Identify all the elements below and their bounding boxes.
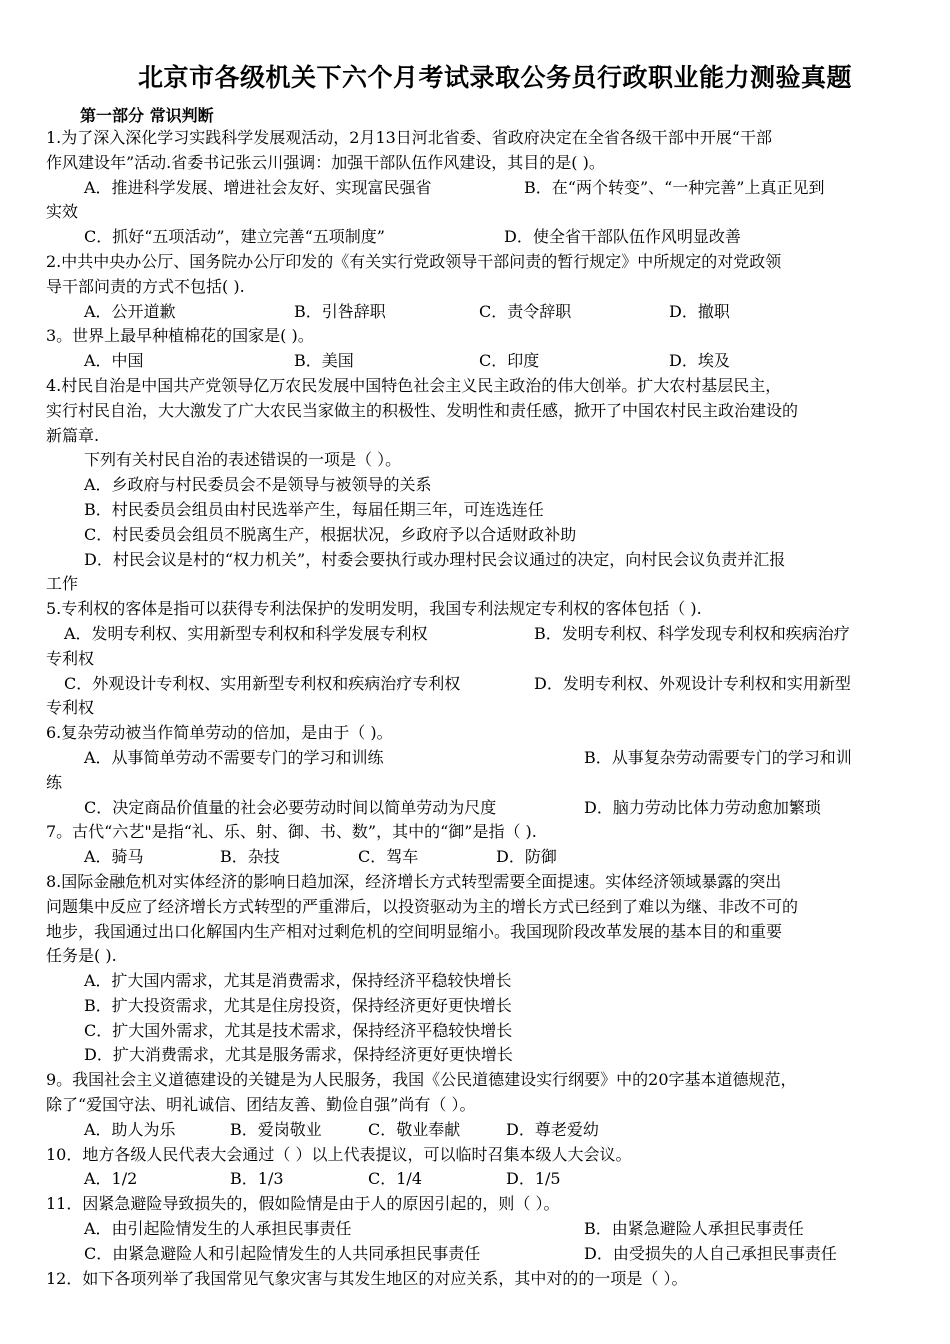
q8-stem-line-2: 问题集中反应了经济增长方式转型的严重滞后，以投资驱动为主的增长方式已经到了难以为继、非改不可的 <box>46 896 799 916</box>
section-heading: 第一部分 常识判断 <box>80 106 214 125</box>
q7-stem-line-1: 7。古代“六艺"是指“礼、乐、射、御、书、数”，其中的“御”是指（ ). <box>46 822 537 842</box>
q4-stem-line-1: 4.村民自治是中国共产党领导亿万农民发展中国特色社会主义民主政治的伟大创举。扩大农村基层民主， <box>46 375 782 395</box>
q5-option-d: D．发明专利权、外观设计专利权和实用新型 <box>534 673 851 693</box>
q4-stem-line-3: 新篇章. <box>46 425 100 445</box>
document-title: 北京市各级机关下六个月考试录取公务员行政职业能力测验真题 <box>137 63 852 92</box>
q2-stem-line-1: 2.中共中央办公厅、国务院办公厅印发的《有关实行党政领导干部问责的暂行规定》中所规定的对党政领 <box>46 251 782 271</box>
q4-option-a: A．乡政府与村民委员会不是领导与被领导的关系 <box>84 475 432 495</box>
q9-stem-line-2: 除了“爱国守法、明礼诚信、团结友善、勤俭自强”尚有（ ）。 <box>46 1095 476 1115</box>
q10-option-c: C．1/4 <box>368 1169 422 1189</box>
q5-option-b: B．发明专利权、科学发现专利权和疾病治疗 <box>534 623 850 643</box>
q9-option-d: D．尊老爱幼 <box>506 1119 599 1139</box>
q8-stem-line-1: 8.国际金融危机对实体经济的影响日趋加深，经济增长方式转型需要全面提速。实体经济领域暴露的突出 <box>46 871 782 891</box>
q1-options-row-2 <box>46 225 908 250</box>
q6-options-row-1 <box>46 746 908 771</box>
q8-stem-line-3: 地步，我国通过出口化解国内生产相对过剩危机的空间明显缩小。我国现阶段改革发展的基本目的和重要 <box>46 921 783 941</box>
q7-option-b: B．杂技 <box>220 847 280 867</box>
q9-option-a: A．助人为乐 <box>84 1119 176 1139</box>
q5-option-b-cont: 专利权 <box>46 648 95 668</box>
q9-option-c: C．敬业奉献 <box>368 1119 461 1139</box>
q10-option-d: D．1/5 <box>506 1169 561 1189</box>
q11-option-c: C．由紧急避险人和引起险情发生的人共同承担民事责任 <box>84 1243 481 1263</box>
q2-option-b: B．引咎辞职 <box>294 301 386 321</box>
q9-stem-line-1: 9。我国社会主义道德建设的关键是为人民服务，我国《公民道德建设实行纲要》中的20字基本道德规范， <box>46 1070 797 1090</box>
q10-options-row <box>46 1167 908 1192</box>
q11-options-row-2 <box>46 1242 908 1267</box>
q1-option-b-cont: 实效 <box>46 202 79 222</box>
q4-stem-line-2: 实行村民自治，大大激发了广大农民当家做主的积极性、发明性和责任感，掀开了中国农村民主政治建设的 <box>46 400 799 420</box>
q6-option-c: C．决定商品价值量的社会必要劳动时间以简单劳动为尺度 <box>84 797 497 817</box>
q5-option-d-cont: 专利权 <box>46 698 95 718</box>
q2-option-d: D．撤职 <box>669 301 730 321</box>
q6-options-row-2 <box>46 796 908 821</box>
q11-options-row-1 <box>46 1217 908 1242</box>
q3-options-row <box>46 349 908 374</box>
q11-option-b: B．由紧急避险人承担民事责任 <box>584 1219 804 1239</box>
q10-stem-line-1: 10．地方各级人民代表大会通过（ ）以上代表提议，可以临时召集本级人大会议。 <box>46 1144 632 1164</box>
q1-option-a: A．推进科学发展、增进社会友好、实现富民强省 <box>84 177 432 197</box>
q2-option-a: A．公开道歉 <box>84 301 176 321</box>
q5-options-row-2 <box>46 672 908 697</box>
q8-stem-line-4: 任务是( ). <box>46 946 117 966</box>
q4-option-b: B．村民委员会组员由村民选举产生，每届任期三年，可连选连任 <box>84 499 544 519</box>
q1-stem-line-1: 1.为了深入深化学习实践科学发展观活动，2月13日河北省委、省政府决定在全省各级干部中开展“干部 <box>46 128 772 147</box>
q6-option-b-cont: 练 <box>46 772 63 792</box>
q10-option-b: B．1/3 <box>230 1169 284 1189</box>
q3-option-a: A．中国 <box>84 351 144 371</box>
q1-options-row-1 <box>46 176 908 201</box>
q8-option-a: A．扩大国内需求，尤其是消费需求，保持经济平稳较快增长 <box>84 971 512 991</box>
q7-option-a: A．骑马 <box>84 847 144 867</box>
q3-stem-line-1: 3。世界上最早种植棉花的国家是( )。 <box>46 326 314 346</box>
q5-stem-line-1: 5.专利权的客体是指可以获得专利法保护的发明发明，我国专利法规定专利权的客体包括（ ). <box>46 599 702 619</box>
q8-option-c: C．扩大国外需求，尤其是技术需求，保持经济平稳较快增长 <box>84 1020 513 1040</box>
q2-stem-line-2: 导干部问责的方式不包括( ). <box>46 276 245 296</box>
q3-option-b: B．美国 <box>294 351 354 371</box>
q7-option-d: D．防御 <box>496 847 557 867</box>
q11-option-a: A．由引起险情发生的人承担民事责任 <box>84 1219 352 1239</box>
q11-stem-line-1: 11．因紧急避险导致损失的，假如险情是由于人的原因引起的，则（ ）。 <box>46 1194 560 1214</box>
q2-options-row <box>46 300 908 325</box>
q1-option-c: C．抓好“五项活动”，建立完善“五项制度” <box>84 227 385 247</box>
q6-option-d: D．脑力劳动比体力劳动愈加繁琐 <box>584 797 821 817</box>
q4-option-d: D．村民会议是村的“权力机关”，村委会要执行或办理村民会议通过的决定，向村民会议负责并汇报 <box>84 549 786 569</box>
q4-stem-line-4: 下列有关村民自治的表述错误的一项是（ ）。 <box>84 450 402 470</box>
q2-option-c: C．责令辞职 <box>479 301 572 321</box>
q1-option-b: B．在“两个转变”、“一种完善”上真正见到 <box>524 177 825 197</box>
q5-option-a: A．发明专利权、实用新型专利权和科学发展专利权 <box>64 623 428 643</box>
q5-options-row-1 <box>46 622 908 647</box>
q6-option-a: A．从事简单劳动不需要专门的学习和训练 <box>84 747 384 767</box>
q4-option-d-cont: 工作 <box>46 574 79 594</box>
q12-stem-line-1: 12．如下各项列举了我国常见气象灾害与其发生地区的对应关系，其中对的的一项是（ ）。 <box>46 1268 688 1288</box>
q11-option-d: D．由受损失的人自己承担民事责任 <box>584 1243 837 1263</box>
q1-option-d: D．使全省干部队伍作风明显改善 <box>504 227 741 247</box>
q6-option-b: B．从事复杂劳动需要专门的学习和训 <box>584 747 852 767</box>
q9-options-row <box>46 1118 908 1143</box>
q3-option-c: C．印度 <box>479 351 540 371</box>
q1-stem-line-2: 作风建设年”活动.省委书记张云川强调：加强干部队伍作风建设，其目的是( )。 <box>46 152 605 172</box>
q8-option-b: B．扩大投资需求，尤其是住房投资，保持经济更好更快增长 <box>84 995 512 1015</box>
q7-option-c: C．驾车 <box>358 847 419 867</box>
q9-option-b: B．爱岗敬业 <box>230 1119 322 1139</box>
q6-stem-line-1: 6.复杂劳动被当作简单劳动的倍加，是由于（ )。 <box>46 723 393 743</box>
q7-options-row <box>46 845 908 870</box>
q10-option-a: A．1/2 <box>84 1169 138 1189</box>
question-list <box>46 126 908 1291</box>
q4-option-c: C．村民委员会组员不脱离生产，根据状况，乡政府予以合适财政补助 <box>84 524 577 544</box>
q3-option-d: D．埃及 <box>669 351 730 371</box>
q8-option-d: D．扩大消费需求，尤其是服务需求，保持经济更好更快增长 <box>84 1045 513 1065</box>
q5-option-c: C．外观设计专利权、实用新型专利权和疾病治疗专利权 <box>64 673 461 693</box>
